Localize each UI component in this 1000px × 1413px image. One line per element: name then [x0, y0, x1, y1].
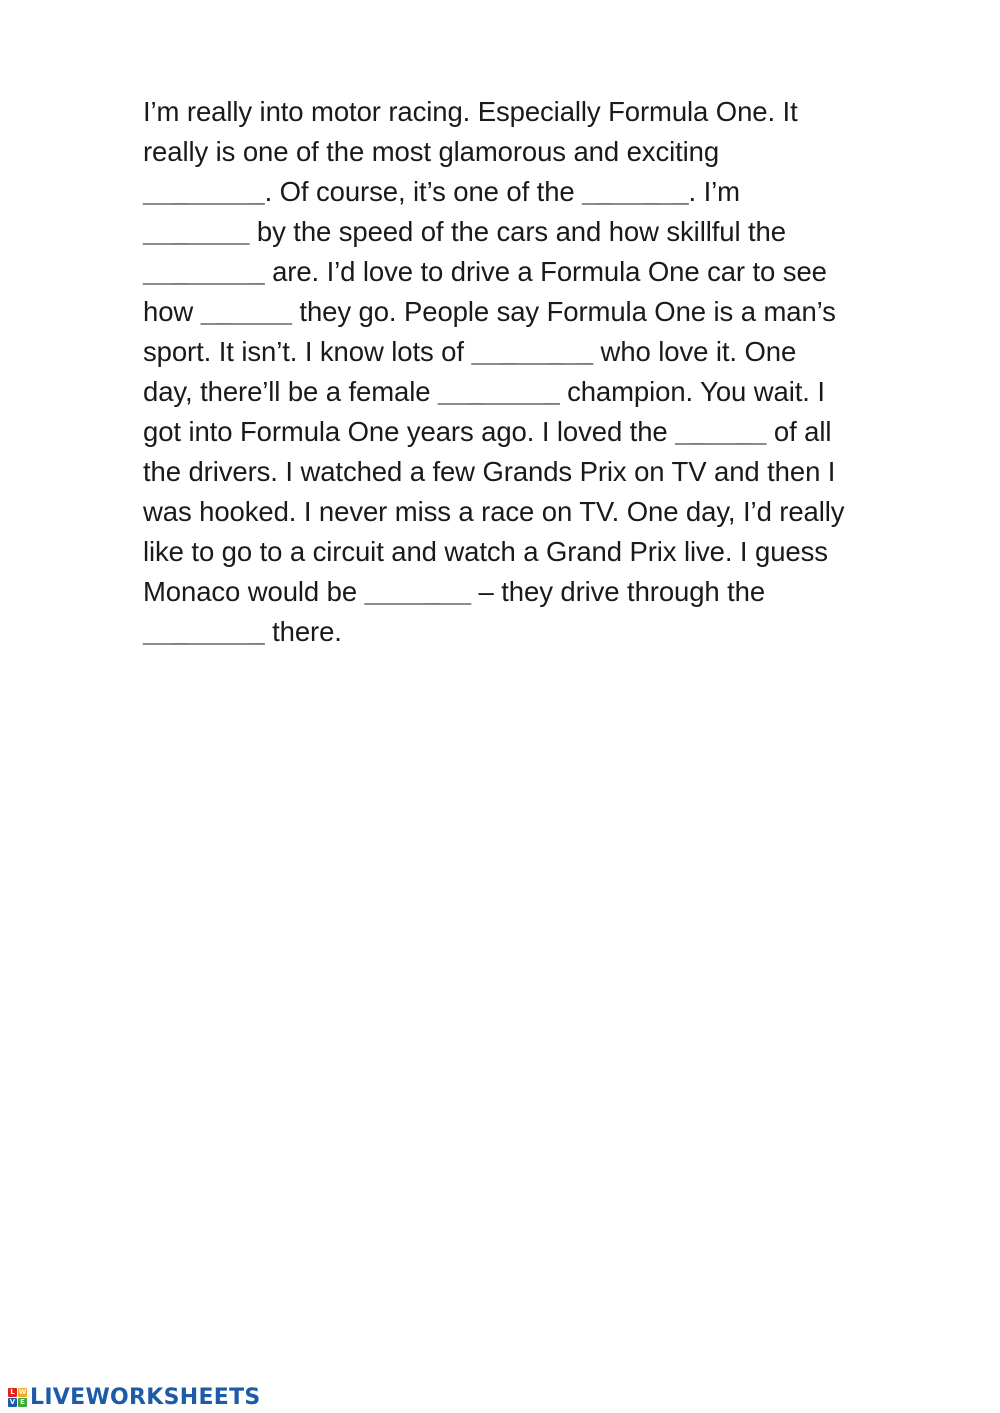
liveworksheets-logo: [8, 1382, 261, 1412]
logo-text: LIVEWORKSHEETS: [30, 1384, 261, 1410]
logo-letter-tile: V: [9, 1398, 16, 1406]
passage-segment: how: [143, 296, 201, 327]
passage-segment: the drivers. I watched a few Grands Prix on TV and then I: [143, 456, 836, 487]
passage-segment: sport. It isn’t. I know lots of: [143, 336, 472, 367]
passage-segment: there.: [264, 616, 342, 647]
passage-segment: I’m really into motor racing. Especially Formula One. It: [143, 96, 798, 127]
answer-blank[interactable]: _______: [582, 176, 689, 207]
logo-letter-tile: E: [18, 1398, 27, 1407]
passage-segment: who love it. One: [593, 336, 797, 367]
answer-blank[interactable]: ________: [143, 256, 265, 287]
passage-line: [143, 572, 943, 612]
answer-blank[interactable]: ________: [143, 616, 265, 647]
passage-segment: like to go to a circuit and watch a Grand Prix live. I guess: [143, 536, 828, 567]
passage-segment: Monaco would be: [143, 576, 365, 607]
passage-segment: they go. People say Formula One is a man’s: [291, 296, 836, 327]
passage-segment: by the speed of the cars and how skillful the: [249, 216, 786, 247]
logo-letter-tile: W: [18, 1388, 27, 1396]
passage-line: [143, 132, 943, 172]
passage-segment: was hooked. I never miss a race on TV. One day, I’d really: [143, 496, 845, 527]
passage-line: [143, 292, 943, 332]
logo-letter-tile: L: [8, 1388, 17, 1397]
answer-blank[interactable]: ______: [675, 416, 767, 447]
answer-blank[interactable]: ________: [471, 336, 594, 367]
passage-segment: . I’m: [688, 176, 740, 207]
passage-segment: of all: [766, 416, 832, 447]
passage-line: [143, 492, 943, 532]
passage-line: [143, 172, 943, 212]
passage-line: [143, 612, 943, 652]
passage-line: [143, 92, 943, 132]
answer-blank[interactable]: ________: [143, 176, 265, 207]
passage-segment: really is one of the most glamorous and exciting: [143, 136, 720, 167]
answer-blank[interactable]: ________: [437, 376, 560, 407]
passage-segment: got into Formula One years ago. I loved the: [143, 416, 676, 447]
passage-segment: day, there’ll be a female: [143, 376, 438, 407]
answer-blank[interactable]: _______: [143, 216, 250, 247]
passage-segment: . Of course, it’s one of the: [264, 176, 583, 207]
answer-blank[interactable]: _______: [364, 576, 471, 607]
passage-line: [143, 532, 943, 572]
passage-line: [143, 372, 943, 412]
passage-segment: champion. You wait. I: [559, 376, 825, 407]
passage-line: [143, 212, 943, 252]
passage-line: [143, 412, 943, 452]
passage-line: [143, 252, 943, 292]
liveworksheets-logo-icon: [8, 1388, 27, 1407]
passage-line: [143, 452, 943, 492]
answer-blank[interactable]: ______: [200, 296, 292, 327]
passage-segment: are. I’d love to drive a Formula One car to see: [264, 256, 827, 287]
passage-segment: – they drive through the: [470, 576, 766, 607]
passage-line: [143, 332, 943, 372]
passage-text: [143, 92, 943, 652]
